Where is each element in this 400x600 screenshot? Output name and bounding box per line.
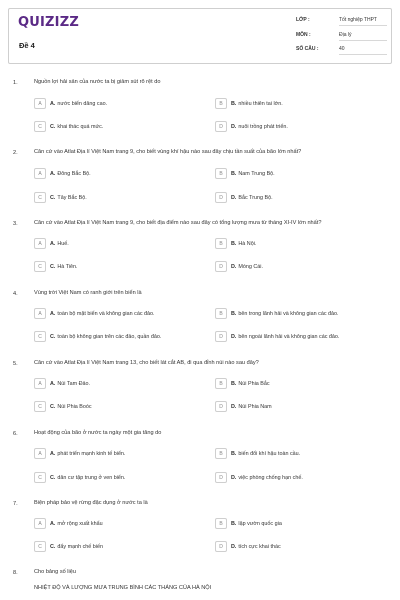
option-letter: A — [34, 98, 46, 109]
option-d[interactable] — [215, 191, 375, 204]
question-text: Biện pháp bảo vệ rừng đặc dụng ở nước ta là — [34, 500, 148, 506]
option-c[interactable] — [34, 260, 194, 273]
meta-value: Địa lý — [339, 32, 352, 38]
option-letter: D — [215, 472, 227, 483]
option-letter: B — [215, 308, 227, 319]
option-letter: D — [215, 541, 227, 552]
option-letter: A — [34, 378, 46, 389]
divider — [339, 40, 387, 41]
option-letter: C — [34, 192, 46, 203]
option-a[interactable] — [34, 517, 194, 530]
question-number: 4. — [13, 291, 18, 297]
option-c[interactable] — [34, 330, 194, 343]
option-d[interactable] — [215, 471, 375, 484]
option-key: B. — [231, 380, 237, 387]
option-d[interactable] — [215, 120, 375, 133]
option-key: B. — [231, 170, 237, 177]
option-text: bên ngoài lãnh hải và không gian các đảo. — [238, 333, 340, 340]
option-letter: D — [215, 121, 227, 132]
option-a[interactable] — [34, 237, 194, 250]
question-text: Cho bảng số liệu — [34, 569, 76, 575]
option-text: bên trong lãnh hải và không gian các đảo. — [238, 310, 339, 317]
option-c[interactable] — [34, 471, 194, 484]
question-text: Căn cứ vào Atlat Địa lí Việt Nam trang 9, cho biết địa điểm nào sau đây có tổng lượng mưa từ tháng XI-IV lớn nhất? — [34, 220, 322, 226]
option-key: A. — [50, 380, 56, 387]
option-text: dân cư tập trung ở ven biển. — [57, 474, 126, 481]
option-text: biến đổi khí hậu toàn cầu. — [238, 450, 301, 457]
option-c[interactable] — [34, 191, 194, 204]
meta-label: LỚP : — [296, 17, 310, 23]
question-number: 1. — [13, 80, 18, 86]
divider — [339, 25, 387, 26]
divider — [339, 54, 387, 55]
option-text: phát triển mạnh kinh tế biển. — [57, 450, 126, 457]
question-number: 6. — [13, 431, 18, 437]
option-b[interactable] — [215, 517, 375, 530]
option-d[interactable] — [215, 260, 375, 273]
option-key: D. — [231, 263, 237, 270]
option-c[interactable] — [34, 540, 194, 553]
option-letter: A — [34, 308, 46, 319]
option-c[interactable] — [34, 400, 194, 413]
option-key: C. — [50, 543, 56, 550]
option-letter: A — [34, 238, 46, 249]
option-letter: A — [34, 448, 46, 459]
meta-label: MÔN : — [296, 32, 311, 38]
meta-value: 40 — [339, 46, 345, 52]
option-key: B. — [231, 450, 237, 457]
option-text: nước biển dâng cao. — [57, 100, 108, 107]
option-text: việc phòng chống hạn chế. — [238, 474, 303, 481]
option-key: C. — [50, 123, 56, 130]
option-text: toàn bộ mặt biển và không gian các đảo. — [57, 310, 155, 317]
option-key: B. — [231, 240, 237, 247]
option-letter: C — [34, 472, 46, 483]
option-text: Hà Tiên. — [57, 263, 78, 270]
question-text: Căn cứ vào Atlat Địa lí Việt Nam trang 9, cho biết vùng khí hậu nào sau đây chịu tần suất của bão lớn nhất? — [34, 149, 302, 155]
question-number: 8. — [13, 570, 18, 576]
option-a[interactable] — [34, 307, 194, 320]
option-text: Núi Phia Nam — [238, 403, 272, 410]
option-key: D. — [231, 333, 237, 340]
option-letter: B — [215, 378, 227, 389]
option-key: D. — [231, 543, 237, 550]
option-letter: D — [215, 192, 227, 203]
question-text: Nguồn lợi hải sản của nước ta bị giảm sút rõ rệt do — [34, 79, 161, 85]
option-key: A. — [50, 240, 56, 247]
option-key: C. — [50, 474, 56, 481]
option-text: Núi Phia Boóc — [57, 403, 92, 410]
option-a[interactable] — [34, 447, 194, 460]
option-b[interactable] — [215, 97, 375, 110]
option-letter: B — [215, 448, 227, 459]
option-d[interactable] — [215, 330, 375, 343]
option-letter: D — [215, 331, 227, 342]
meta-label: SỐ CÂU : — [296, 46, 319, 52]
option-letter: B — [215, 98, 227, 109]
option-text: khai thác quá mức. — [57, 123, 104, 130]
option-b[interactable] — [215, 237, 375, 250]
quizizz-logo: QUIZIZZ — [18, 15, 79, 30]
question-text: Hoạt động của bão ở nước ta ngày một gia tăng do — [34, 430, 162, 436]
option-text: Móng Cái. — [238, 263, 263, 270]
option-text: Bắc Trung Bộ. — [238, 194, 273, 201]
option-a[interactable] — [34, 167, 194, 180]
option-text: Huế. — [57, 240, 69, 247]
option-letter: D — [215, 401, 227, 412]
option-key: A. — [50, 100, 56, 107]
option-key: D. — [231, 403, 237, 410]
option-key: A. — [50, 170, 56, 177]
option-text: nhiều thiên tai lớn. — [238, 100, 283, 107]
option-key: B. — [231, 310, 237, 317]
option-key: C. — [50, 333, 56, 340]
option-key: D. — [231, 474, 237, 481]
option-key: C. — [50, 194, 56, 201]
question-number: 2. — [13, 150, 18, 156]
option-b[interactable] — [215, 167, 375, 180]
question-number: 3. — [13, 221, 18, 227]
option-letter: A — [34, 518, 46, 529]
exam-title: Đề 4 — [19, 41, 35, 50]
option-letter: C — [34, 121, 46, 132]
option-letter: C — [34, 541, 46, 552]
option-key: C. — [50, 263, 56, 270]
option-letter: B — [215, 518, 227, 529]
option-a[interactable] — [34, 97, 194, 110]
option-d[interactable] — [215, 540, 375, 553]
option-key: A. — [50, 310, 56, 317]
meta-value: Tốt nghiệp THPT — [339, 17, 377, 23]
question-text: Căn cứ vào Atlat Địa lí Việt Nam trang 13, cho biết lát cắt AB, đi qua đỉnh núi nào sau đây? — [34, 360, 259, 366]
option-b[interactable] — [215, 377, 375, 390]
option-d[interactable] — [215, 400, 375, 413]
option-text: Tây Bắc Bộ. — [57, 194, 87, 201]
option-key: B. — [231, 520, 237, 527]
option-key: A. — [50, 450, 56, 457]
option-text: Núi Phia Bắc — [238, 380, 270, 387]
question-number: 5. — [13, 361, 18, 367]
option-letter: B — [215, 168, 227, 179]
table-title: NHIỆT ĐỘ VÀ LƯỢNG MƯA TRUNG BÌNH CÁC THÁNG CỦA HÀ NỘI — [34, 585, 212, 591]
option-a[interactable] — [34, 377, 194, 390]
option-key: B. — [231, 100, 237, 107]
option-text: đẩy mạnh chế biến — [57, 543, 103, 550]
option-text: Đông Bắc Bộ. — [57, 170, 91, 177]
option-key: A. — [50, 520, 56, 527]
option-text: nuôi trồng phát triển. — [238, 123, 288, 130]
option-key: C. — [50, 403, 56, 410]
option-text: Hà Nội. — [238, 240, 257, 247]
option-text: toàn bộ không gian trên các đảo, quần đảo. — [57, 333, 162, 340]
question-number: 7. — [13, 501, 18, 507]
option-text: lập vườn quốc gia — [238, 520, 282, 527]
question-text: Vùng trời Việt Nam có ranh giới trên biển là — [34, 290, 142, 296]
option-text: mở rộng xuất khẩu — [57, 520, 103, 527]
option-letter: B — [215, 238, 227, 249]
option-letter: D — [215, 261, 227, 272]
option-key: D. — [231, 123, 237, 130]
option-text: tích cực khai thác — [238, 543, 281, 550]
option-text: Núi Tam Đảo. — [57, 380, 90, 387]
option-letter: C — [34, 401, 46, 412]
option-letter: C — [34, 261, 46, 272]
option-letter: A — [34, 168, 46, 179]
option-key: D. — [231, 194, 237, 201]
option-b[interactable] — [215, 307, 375, 320]
option-letter: C — [34, 331, 46, 342]
option-c[interactable] — [34, 120, 194, 133]
option-b[interactable] — [215, 447, 375, 460]
option-text: Nam Trung Bộ. — [238, 170, 275, 177]
